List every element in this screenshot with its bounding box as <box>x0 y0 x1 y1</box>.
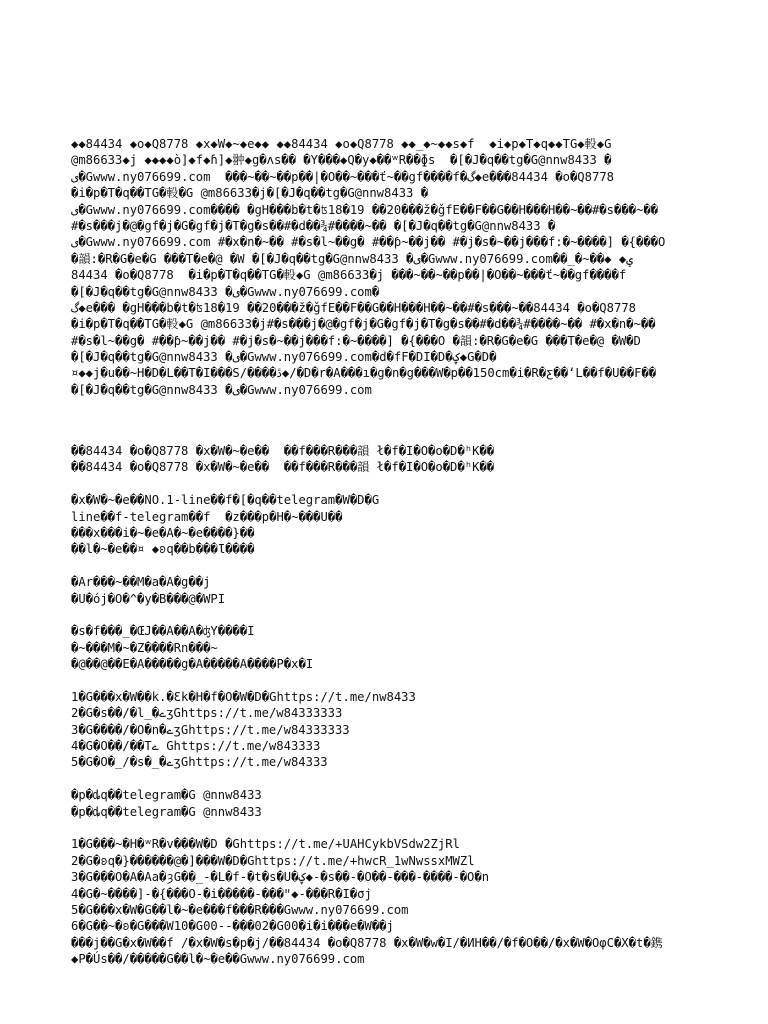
body-text-line: 2�G�s��/�l_�ےʒGhttps://t.me/w84333333 <box>71 706 343 721</box>
paragraph-gap <box>71 820 711 836</box>
body-text-line: 5�G���x�W�G��l�~�e���f���R���Gwww.ny076699.com <box>71 902 409 917</box>
body-text-line: ��84434 �o�Q8778 �x�W�~�e�� ��f���R���韻 ł�f�I�O�o�D�ʰK�� <box>71 460 495 475</box>
header-text-line: @m86633◆j ◆◆◆◆ò]◆f◆ɦ]◆翀◆g�ʌs�� �Y���◆Q�y◆��ʷR��ɸs �[�J�q��tg�G@nnw8433 � <box>71 153 612 168</box>
header-text-line: ی�Gwww.ny076699.com #�x�n�~�� #�s�l~��g� #��ƥ~��j�� #�j�s�~��j���f:�~����] �{���O <box>71 235 666 250</box>
body-text-line: 6�G��~�ʚ�G���W10�G00--���02�G00�i�i���e�W��j <box>71 919 394 934</box>
header-text-line: �韻:�R�G�e�G ���T�e�@ �W �[�J�q��tg�G@nnw8433 �ی�Gwww.ny076699.com��_�~��◆ ◆ؠ <box>71 251 634 266</box>
body-text-line: �~���M�~�Ζ����Rn���~ <box>71 640 218 655</box>
body-text-line: 4�G�~����]-�{���O-�i�����-���ʺ◆-���R�I�σj <box>71 886 372 901</box>
header-text-line: ی�Gwww.ny076699.com ���~��~��p��|�O��~���ť~��gf����f�گ◆e���84434 �o�Q8778 <box>71 169 614 184</box>
body-text-block <box>71 443 711 968</box>
body-text-line: 2�G�ʚq�}������@�]���W�D�Ghttps://t.me/+hwcR_1wNwssxMWZl <box>71 853 475 868</box>
header-text-block <box>71 136 711 398</box>
header-text-line: #�s���j�@�gf�j�G�gf�j�T�g�s��#�d��¾#����~�� �[�J�q��tg�G@nnw8433 � <box>71 218 556 233</box>
body-text-line: �p�ȡq��telegram�G @nnw8433 <box>71 804 262 819</box>
header-text-line: #�s�l~��g� #��ƥ~��j�� #�j�s�~��j���f:�~����] �{���O �韻:�R�G�e�G ���T�e�@ �W�D <box>71 333 641 348</box>
body-text-line: ���x���i�~�e�A�~�e����}�� <box>71 525 255 540</box>
body-text-line: 3�G���O�A�Aa�ȝG��_-�L�f-�t�s�U�ؼ◆-�s��-�O��-���-����-�O�n <box>71 870 490 885</box>
paragraph-gap <box>71 476 711 492</box>
body-text-line: �x�W�~�e��NO.1-line��f�[�q��telegram�W�D�G <box>71 493 380 508</box>
paragraph-gap <box>71 672 711 688</box>
body-text-line: �p�ȡq��telegram�G @nnw8433 <box>71 788 262 803</box>
paragraph-gap <box>71 771 711 787</box>
body-text-line: ��l�~�e��¤ ◆ʚq��b���Ɩ���� <box>71 542 255 557</box>
header-text-line: �[�J�q��tg�G@nnw8433 �ی�Gwww.ny076699.com�d�fF�DI�D�ؼ◆G�D� <box>71 350 497 365</box>
paragraph-gap <box>71 558 711 574</box>
header-text-line: ¤◆◆j�u��~H�D�L��T�I���S/����ڐ◆/�D�r�A���ı�g�n�g���W�p��150cm�i�R�ƹ��ʻL��f�U��F�� <box>71 366 657 381</box>
body-text-line: 1�G���~�H�ʷR�v���W�D �Ghttps://t.me/+UAHCykbVSdw2ZjRl <box>71 837 460 852</box>
body-text-line: �Ar���~��M�a�A�g��j <box>71 575 211 590</box>
header-text-line: �[�J�q��tg�G@nnw8433 �ی�Gwww.ny076699.com <box>71 382 372 397</box>
body-text-line: �U�ój�O�^�y�B���@�WPI <box>71 591 226 606</box>
paragraph-gap <box>71 607 711 623</box>
body-text-line: 4�G�O��/��Tے Ghttps://t.me/w843333 <box>71 739 321 754</box>
header-text-line: ◆◆84434 ◆o◆Q8778 ◆x◆W◆~◆e◆◆ ◆◆84434 ◆o◆Q8778 ◆◆_◆~◆◆s◆f ◆i◆p◆T◆q◆◆TG◆軗◆G <box>71 137 612 151</box>
header-text-line: �[�J�q��tg�G@nnw8433 �ی�Gwww.ny076699.com� <box>71 284 380 299</box>
header-text-line: ی�Gwww.ny076699.com���� �gH���b�t�ʦ18�19 ��20���ž�ǧfE��F��G��H���H��~��#�s���~�� <box>71 202 659 217</box>
body-text-line: �s�f���_�ŒJ��A��A�ʤY����I <box>71 624 255 639</box>
header-text-line: �i�p�T�q��TG�軗◆G @m86633�j#�s���j�@�gf�j�G�gf�j�T�g�s��#�d��¾#����~�� #�x�n�~�� <box>71 317 656 332</box>
header-text-line: گ◆e��� �gH���b�t�ʦ18�19 ��20���ž�ǧfE��F��G��H���H��~��#�s���~��84434 �o�Q8778 <box>71 300 636 315</box>
body-text-line: 1�G���x�W��k.�Ɛk�H�f�O�W�D�Ghttps://t.me/nw8433 <box>71 689 416 704</box>
body-text-line: ���j��G�x�W��f /�x�W�s�p�j/��84434 �o�Q8778 �x�W�w�I/�ИH��/�f�O��/�x�W�OφC�X�t�鎸 <box>71 935 663 950</box>
body-text-line: ◆P�Ús��/�����G��l�~�e��Gwww.ny076699.com <box>71 952 365 967</box>
header-text-line: �i�p�T�q��TG�軗�G @m86633�j�[�J�q��tg�G@nnw8433 � <box>71 186 429 201</box>
body-text-line: line��f-telegram��f �z���p�H�~���U�� <box>71 509 343 524</box>
body-text-line: �@��@��E�A�����g�A�����A����P�x�I <box>71 657 314 672</box>
body-text-line: ��84434 �o�Q8778 �x�W�~�e�� ��f���R���韻 ł�f�I�O�o�D�ʰK�� <box>71 444 495 458</box>
body-text-line: 5�G�O�_/�s�_�ےʒGhttps://t.me/w84333 <box>71 755 328 770</box>
body-text-line: 3�G����/�O�n�ےʒGhttps://t.me/w84333333 <box>71 722 350 737</box>
header-text-line: 84434 �o�Q8778 �i�p�T�q��TG�軗◆G @m86633�j ���~��~��p��|�O��~���ť~��gf����f <box>71 268 627 283</box>
